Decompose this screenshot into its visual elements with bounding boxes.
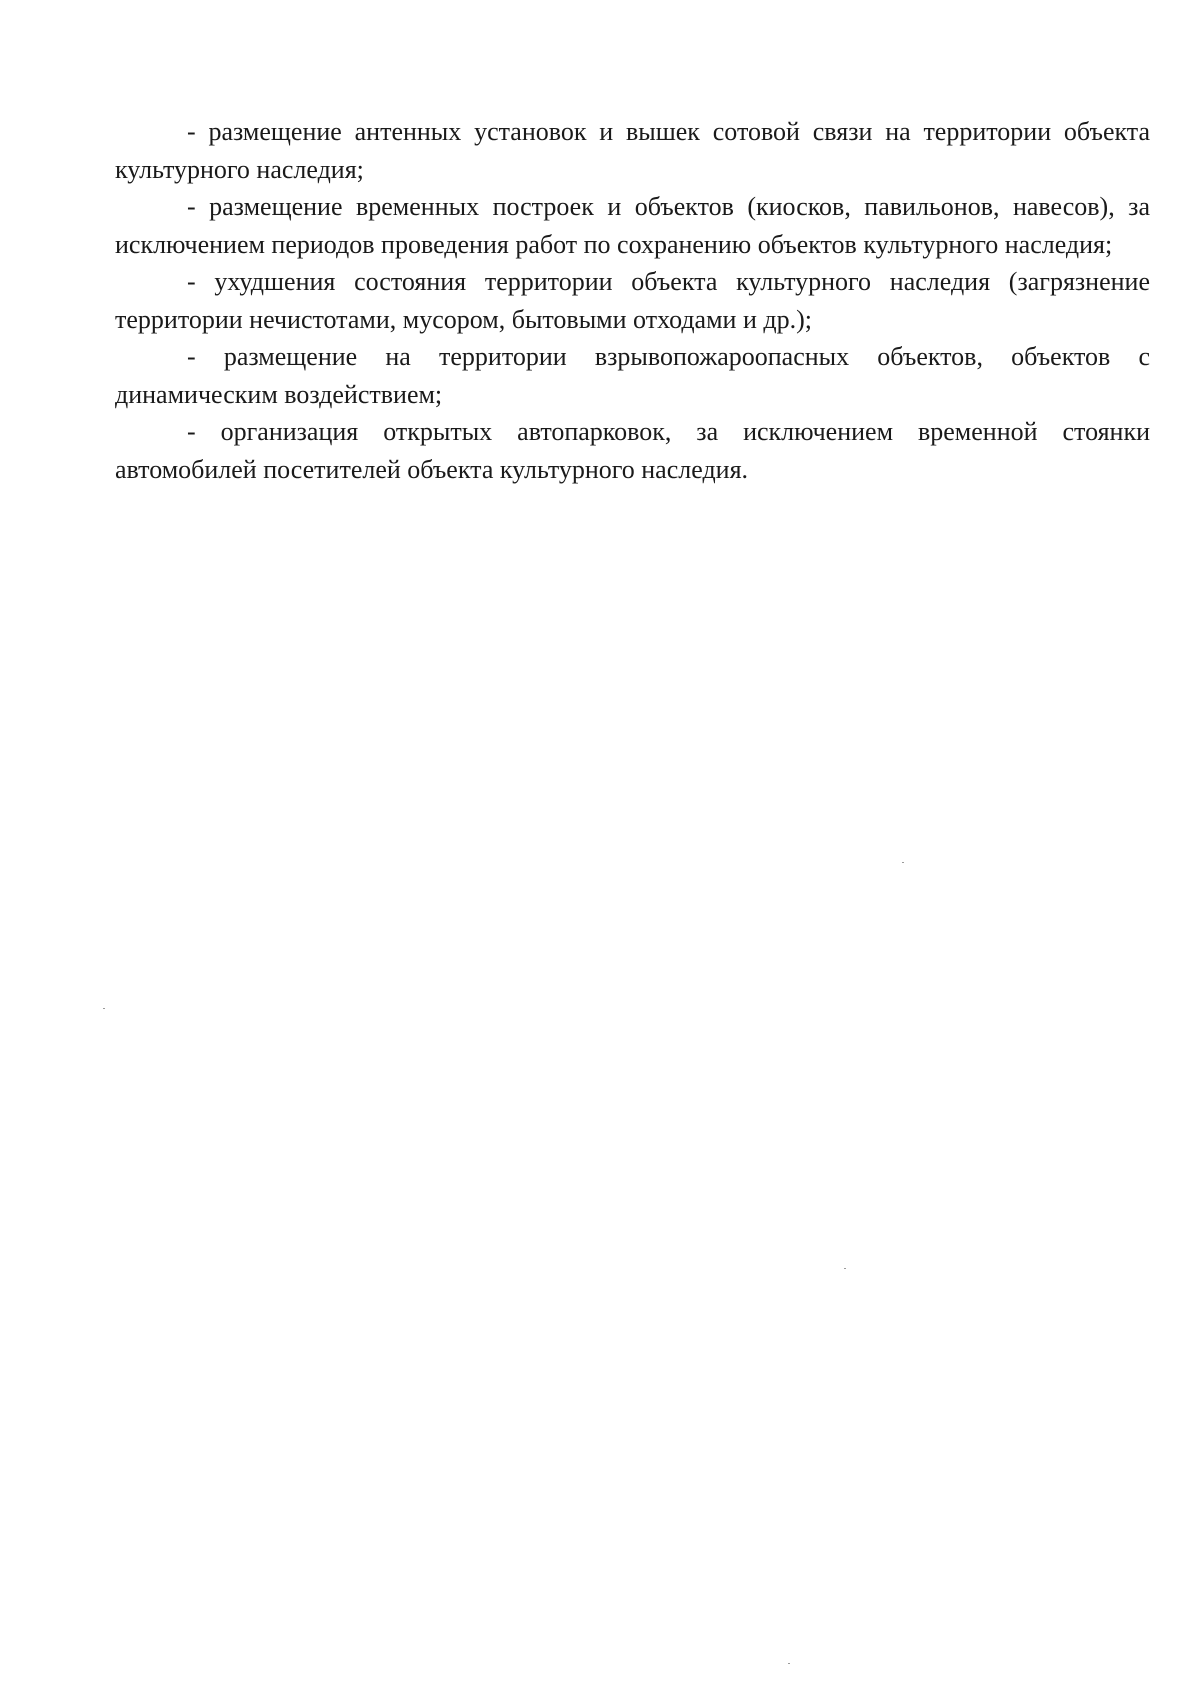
paragraph-hazardous-objects: - размещение на территории взрывопожароопасных объектов, объектов с динамическим воздействием; bbox=[115, 342, 1150, 409]
paragraph-open-parking: - организация открытых автопарковок, за исключением временной стоянки автомобилей посетителей объекта культурного наследия. bbox=[115, 417, 1150, 484]
paragraph-antenna-installations: - размещение антенных установок и вышек сотовой связи на территории объекта культурного наследия; bbox=[115, 117, 1150, 184]
scan-speck bbox=[103, 1008, 105, 1009]
document-body bbox=[115, 113, 1150, 488]
paragraph-territory-degradation: - ухудшения состояния территории объекта культурного наследия (загрязнение территории нечистотами, мусором, бытовыми отходами и др.); bbox=[115, 267, 1150, 334]
scan-speck bbox=[902, 862, 904, 863]
scan-speck bbox=[788, 1663, 790, 1664]
paragraph-temporary-structures: - размещение временных построек и объектов (киосков, павильонов, навесов), за исключением периодов проведения работ по сохранению объектов культурного наследия; bbox=[115, 192, 1150, 259]
scan-speck bbox=[844, 1268, 846, 1269]
